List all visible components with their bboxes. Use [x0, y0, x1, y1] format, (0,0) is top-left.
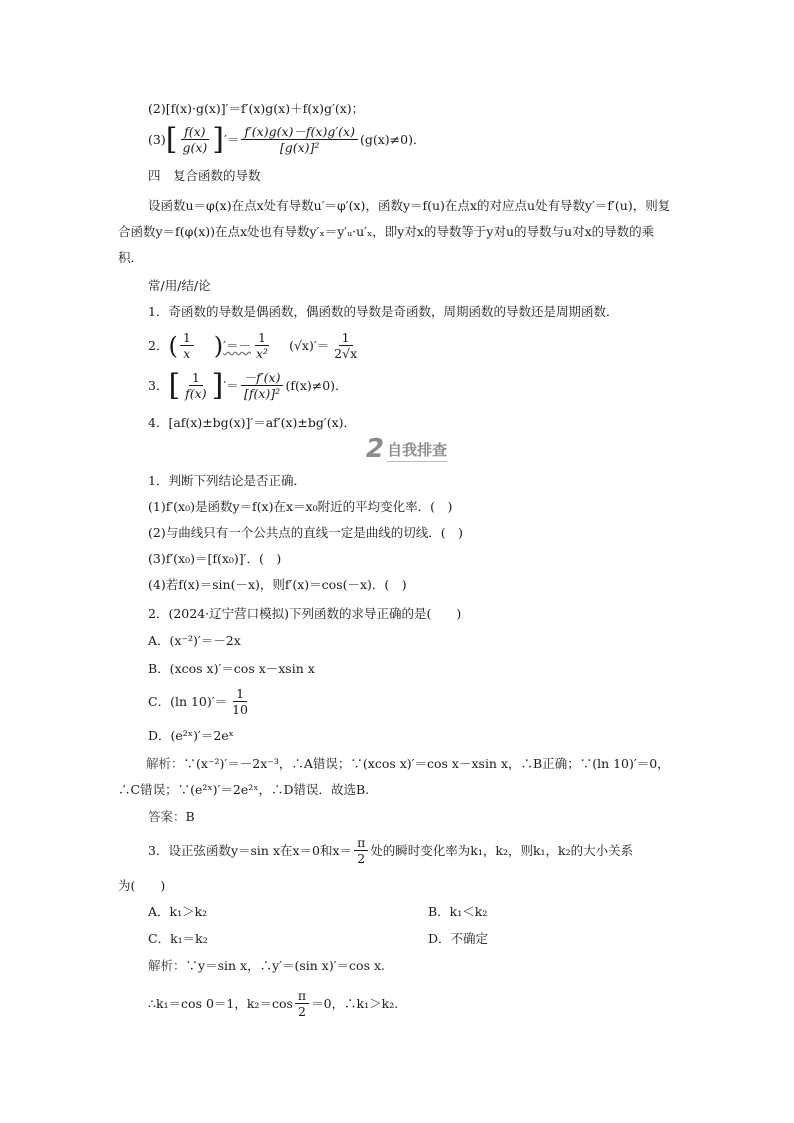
- analysis-text: ∵y＝sin x，∴y′＝(sin x)′＝cos x.: [185, 958, 385, 973]
- denominator: 2: [357, 851, 366, 866]
- numerator: 1: [180, 330, 194, 346]
- conclusion-4: 4．[af(x)±bg(x)]′＝af′(x)±bg′(x)．: [148, 415, 357, 430]
- right-bracket: ]: [212, 121, 224, 157]
- denominator: 2√x: [334, 346, 358, 361]
- q3-option-c: C．k₁＝k₂: [148, 931, 208, 946]
- q2-option-c: [148, 686, 253, 717]
- section-title: 自我排查: [387, 439, 447, 462]
- q2-option-d: D．(e²ˣ)′＝2eˣ: [148, 728, 234, 743]
- analysis-text: ∴k₁＝cos 0＝1，k₂＝cos: [148, 995, 293, 1011]
- section-heading: 四 复合函数的导数: [148, 168, 261, 183]
- text: ′＝－: [223, 337, 251, 353]
- stem-text: 3．设正弦函数y＝sin x在x＝0和x＝: [148, 842, 353, 858]
- fraction: [331, 330, 360, 361]
- numerator: π: [354, 835, 368, 851]
- formula-product-rule: (2)[f(x)·g(x)]′＝f′(x)g(x)＋f(x)g′(x)；: [148, 101, 365, 116]
- option-text: C．(ln 10)′＝: [148, 693, 228, 709]
- denominator: x²: [256, 346, 269, 361]
- numerator: 1: [255, 330, 269, 346]
- condition: (g(x)≠0)．: [359, 131, 426, 147]
- left-bracket: [: [168, 367, 181, 403]
- q1-item-1: (1)f′(x₀)是函数y＝f(x)在x＝x₀附近的平均变化率．( ): [148, 499, 453, 514]
- numerator: 1: [339, 330, 353, 346]
- section-number: 2: [366, 434, 385, 464]
- text: (√x)′＝: [289, 337, 330, 353]
- denominator: x: [183, 346, 191, 361]
- q3-analysis-1: [148, 957, 385, 975]
- denominator: [f(x)]²: [243, 386, 281, 401]
- analysis-text: ∵(x⁻²)′＝－2x⁻³，∴A错误；∵(xcos x)′＝cos x－xsin x，∴B正确；∵(ln 10)′＝0，∴C错误；∵(e²ˣ)′＝2e²ˣ，∴D错误．故选B.: [118, 756, 670, 797]
- conclusion-2: [148, 330, 362, 361]
- q3-option-d: D．不确定: [428, 931, 489, 946]
- q1-item-3: (3)f′(x₀)＝[f(x₀)]′．( ): [148, 551, 282, 566]
- q1-item-4: (4)若f(x)＝sin(－x)，则f′(x)＝cos(－x)．( ): [148, 577, 407, 592]
- analysis-label: 解析：: [148, 958, 186, 973]
- q3-option-a: A．k₁＞k₂: [148, 904, 208, 919]
- condition: (f(x)≠0)．: [285, 377, 348, 393]
- fraction: [354, 835, 368, 866]
- numerator: －f′(x): [241, 370, 284, 386]
- numerator: 1: [189, 370, 203, 386]
- conclusion-1: 1．奇函数的导数是偶函数，偶函数的导数是奇函数，周期函数的导数还是周期函数．: [148, 304, 619, 319]
- formula-quotient-rule: (3) [ $\frac{f(x)}{g(x)}$ ] ′＝ $\frac{f'(x)g(x)-f(x)g'(x)}{\text{[g(x)]²}}$ (g(x)≠0)．: [148, 121, 426, 157]
- fraction: [180, 330, 194, 361]
- fraction: [241, 370, 284, 401]
- numerator: f′(x)g(x)－f(x)g′(x): [241, 124, 358, 140]
- fraction: [229, 686, 251, 717]
- q2-stem: 2．(2024·辽宁营口模拟)下列函数的求导正确的是( ): [148, 606, 462, 621]
- denominator: [g(x)]²: [279, 140, 320, 155]
- denominator: f(x): [185, 386, 207, 401]
- item-number: 2．: [148, 337, 169, 353]
- numerator: f(x): [181, 124, 208, 140]
- fraction: [295, 988, 309, 1019]
- numerator: 1: [233, 686, 247, 702]
- q2-answer: [148, 808, 195, 826]
- fraction: [241, 124, 358, 155]
- section-header: [366, 436, 447, 462]
- fraction: [179, 124, 210, 155]
- left-paren: (: [168, 331, 178, 360]
- denominator: 2: [298, 1004, 306, 1019]
- conclusions-heading: 常/用/结/论: [148, 278, 211, 293]
- q2-option-b: B．(xcos x)′＝cos x－xsin x: [148, 661, 315, 676]
- analysis-label: 解析：: [146, 756, 184, 771]
- q3-stem: [148, 835, 633, 866]
- q2-option-a: A．(x⁻²)′＝－2x: [148, 633, 241, 648]
- q3-analysis-2: [148, 988, 398, 1019]
- right-bracket: ]: [211, 367, 224, 403]
- section-body: 设函数u＝φ(x)在点x处有导数u′＝φ′(x)，函数y＝f(u)在点x的对应点u处有导数y′＝f′(u)，则复合函数y＝f(φ(x))在点x处也有导数y′ₓ＝y′ᵤ·u′ₓ，即y对x的导数等于y对u的导数与u对x的导数的乘积．: [118, 198, 671, 265]
- stem-text: 处的瞬时变化率为k₁，k₂，则k₁，k₂的大小关系: [370, 842, 634, 858]
- q3-stem-cont: 为( ): [118, 878, 166, 893]
- fraction: [182, 370, 209, 401]
- q3-option-b: B．k₁＜k₂: [428, 904, 488, 919]
- denominator: g(x): [182, 140, 208, 155]
- q2-analysis: [118, 751, 678, 803]
- left-bracket: [: [165, 121, 178, 157]
- answer-value: B: [185, 809, 195, 824]
- conclusion-3: 3． [ $\frac{1}{f(x)}$ ] ′＝ $\frac{-f'(x)}{\text{[f(x)]²}}$ (f(x)≠0)．: [148, 367, 348, 403]
- analysis-text: ＝0，∴k₁＞k₂.: [311, 995, 399, 1011]
- fraction: [253, 330, 271, 361]
- numerator: π: [295, 988, 309, 1004]
- denominator: 10: [232, 702, 248, 717]
- q1-item-2: (2)与曲线只有一个公共点的直线一定是曲线的切线．( ): [148, 525, 463, 540]
- q1-stem: 1．判断下列结论是否正确．: [148, 473, 306, 488]
- answer-label: 答案：: [148, 809, 186, 824]
- item-number: 3．: [148, 377, 169, 393]
- formula-number: (3): [148, 131, 166, 147]
- right-paren: ): [213, 331, 224, 360]
